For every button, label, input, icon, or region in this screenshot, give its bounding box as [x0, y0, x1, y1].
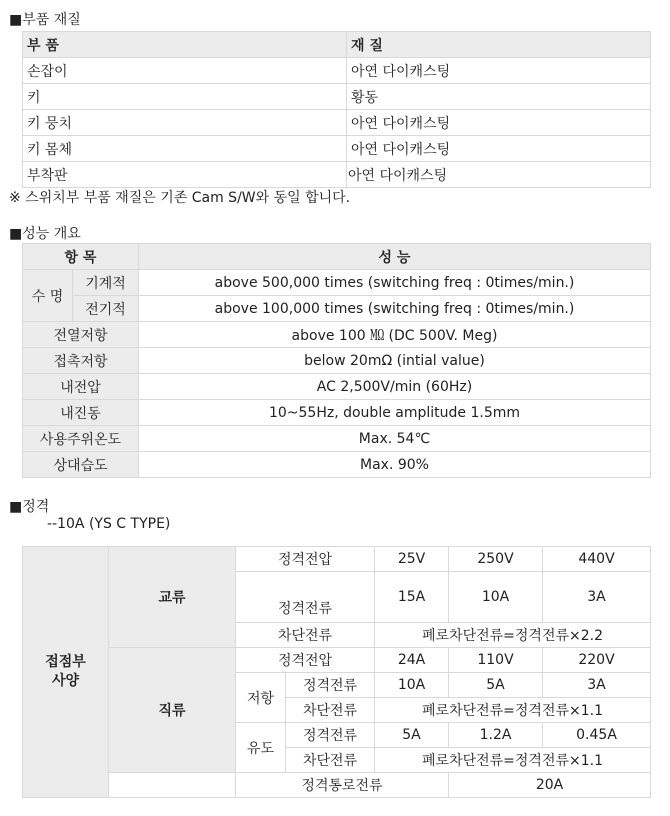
rating-subheading: --10A (YS C TYPE)	[47, 516, 171, 532]
part-cell: 키	[23, 84, 347, 110]
material-cell: 황동	[347, 84, 651, 110]
part-cell: 손잡이	[23, 58, 347, 84]
continuous-label: 정격통로전류	[236, 773, 449, 798]
ac-rated-current-label: 정격전류	[236, 572, 375, 623]
continuous-value: 20A	[449, 773, 651, 798]
resistive-label: 저항	[236, 673, 286, 723]
ac-voltage-value: 250V	[449, 547, 543, 572]
dc-voltage-value: 220V	[543, 648, 651, 673]
dc-voltage-value: 110V	[449, 648, 543, 673]
perf-label: 접촉저항	[23, 348, 139, 374]
rating-table	[22, 546, 651, 798]
mech-value: above 500,000 times (switching freq : 0times/min.)	[139, 270, 651, 296]
ac-breaking-label: 차단전류	[236, 623, 375, 648]
ac-current-value: 15A	[375, 572, 449, 623]
res-rated-current-label: 정격전류	[286, 673, 375, 698]
ind-current-value: 0.45A	[543, 723, 651, 748]
life-label: 수 명	[23, 270, 73, 322]
table-row	[23, 84, 651, 110]
ac-voltage-value: 25V	[375, 547, 449, 572]
table-row	[23, 136, 651, 162]
ac-current-value: 10A	[449, 572, 543, 623]
col-item-header: 항 목	[23, 244, 139, 270]
ac-current-value: 3A	[543, 572, 651, 623]
perf-label: 내전압	[23, 374, 139, 400]
perf-value: Max. 54℃	[139, 426, 651, 452]
materials-table	[22, 31, 651, 188]
materials-note: ※ 스위치부 부품 재질은 기존 Cam S/W와 동일 합니다.	[9, 190, 351, 206]
table-row	[23, 348, 651, 374]
col-part-header: 부 품	[23, 32, 347, 58]
materials-heading: ■부품 재질	[9, 12, 81, 28]
res-breaking-value: 폐로차단전류=정격전류×1.1	[375, 698, 651, 723]
table-row	[23, 296, 651, 322]
perf-value: AC 2,500V/min (60Hz)	[139, 374, 651, 400]
performance-table	[22, 243, 651, 478]
elec-label: 전기적	[73, 296, 139, 322]
perf-value: below 20mΩ (intial value)	[139, 348, 651, 374]
table-row	[23, 110, 651, 136]
table-row	[23, 270, 651, 296]
table-row	[23, 162, 651, 188]
res-current-value: 3A	[543, 673, 651, 698]
perf-value: above 100 ㏁ (DC 500V. Meg)	[139, 322, 651, 348]
col-material-header: 재 질	[347, 32, 651, 58]
rating-heading: ■정격	[9, 499, 50, 515]
col-perf-header: 성 능	[139, 244, 651, 270]
table-row	[23, 322, 651, 348]
ind-breaking-value: 폐로차단전류=정격전류×1.1	[375, 748, 651, 773]
part-cell: 부착판	[23, 162, 347, 188]
elec-value: above 100,000 times (switching freq : 0times/min.)	[139, 296, 651, 322]
material-cell: 아연 다이캐스팅	[347, 58, 651, 84]
performance-heading: ■성능 개요	[9, 226, 81, 242]
table-row	[23, 400, 651, 426]
ind-current-value: 1.2A	[449, 723, 543, 748]
table-header-row	[23, 244, 651, 270]
ac-rated-voltage-label: 정격전압	[236, 547, 375, 572]
mech-label: 기계적	[73, 270, 139, 296]
perf-label: 사용주위온도	[23, 426, 139, 452]
part-cell: 키 몸체	[23, 136, 347, 162]
perf-label: 상대습도	[23, 452, 139, 478]
perf-value: 10~55Hz, double amplitude 1.5mm	[139, 400, 651, 426]
ind-rated-current-label: 정격전류	[286, 723, 375, 748]
inductive-label: 유도	[236, 723, 286, 773]
contact-spec-label: 접점부 사양	[23, 547, 109, 798]
ac-label: 교류	[109, 547, 236, 648]
table-row	[23, 773, 651, 798]
table-row	[23, 426, 651, 452]
table-row	[23, 374, 651, 400]
dc-voltage-value: 24A	[375, 648, 449, 673]
perf-label: 내진동	[23, 400, 139, 426]
res-current-value: 10A	[375, 673, 449, 698]
table-header-row	[23, 32, 651, 58]
res-breaking-label: 차단전류	[286, 698, 375, 723]
dc-label: 직류	[109, 648, 236, 773]
table-row	[23, 547, 651, 572]
ind-breaking-label: 차단전류	[286, 748, 375, 773]
ac-breaking-value: 폐로차단전류=정격전류×2.2	[375, 623, 651, 648]
perf-label: 전열저항	[23, 322, 139, 348]
ind-current-value: 5A	[375, 723, 449, 748]
table-row	[23, 58, 651, 84]
part-cell: 키 뭉치	[23, 110, 347, 136]
ac-voltage-value: 440V	[543, 547, 651, 572]
table-row	[23, 648, 651, 673]
res-current-value: 5A	[449, 673, 543, 698]
material-cell: 아연 다이캐스팅	[347, 162, 651, 188]
dc-rated-voltage-label: 정격전압	[236, 648, 375, 673]
perf-value: Max. 90%	[139, 452, 651, 478]
table-row	[23, 452, 651, 478]
material-cell: 아연 다이캐스팅	[347, 110, 651, 136]
material-cell: 아연 다이캐스팅	[347, 136, 651, 162]
